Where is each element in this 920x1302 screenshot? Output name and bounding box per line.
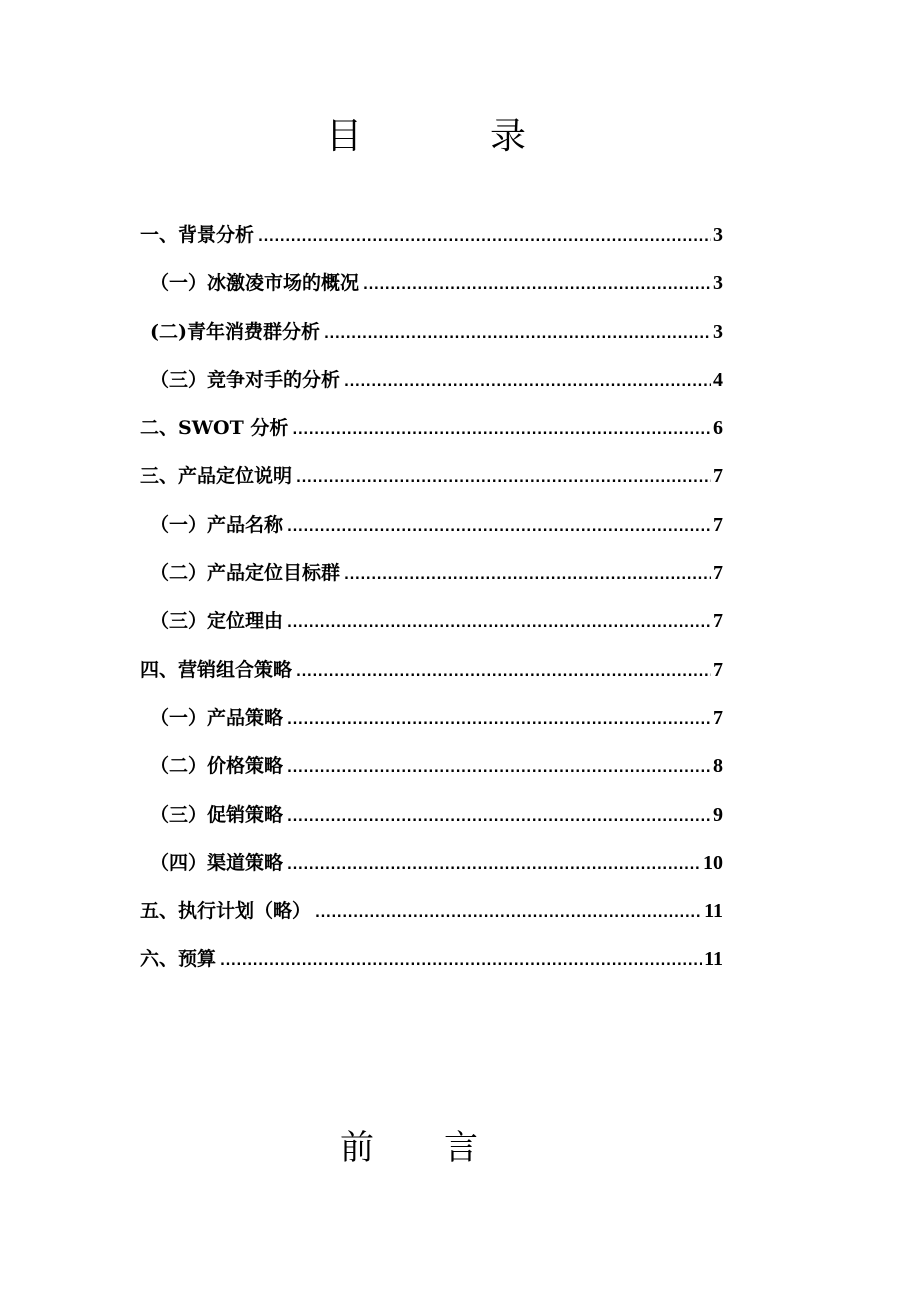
toc-page-number: 6 [713, 417, 723, 440]
toc-entry-text: 三、产品定位说明 [140, 465, 293, 488]
toc-page-number: 10 [703, 851, 723, 874]
toc-leader-dots [220, 938, 702, 986]
toc-leader-dots [296, 455, 711, 503]
toc-page-number: 7 [713, 610, 723, 633]
toc-leader-dots [287, 745, 711, 793]
toc-entry-text: 一、背景分析 [140, 224, 255, 246]
toc-entry-8[interactable] [140, 549, 723, 597]
preface-heading-char-2: 言 [444, 1128, 478, 1168]
table-of-contents [140, 211, 723, 984]
toc-entry-1[interactable] [140, 211, 723, 259]
toc-page-number: 11 [704, 900, 723, 923]
toc-entry-text: 四、营销组合策略 [140, 658, 293, 681]
toc-page-number: 9 [713, 803, 723, 826]
preface-heading-char-1: 前 [340, 1128, 374, 1168]
toc-entry-9[interactable] [140, 597, 723, 645]
toc-page-number: 7 [713, 706, 723, 729]
toc-title-char-1: 目 [326, 116, 363, 157]
toc-entry-7[interactable] [140, 501, 723, 549]
toc-leader-dots [296, 649, 711, 697]
toc-page-number: 4 [713, 368, 723, 391]
toc-entry-10[interactable] [140, 646, 723, 694]
toc-page-number: 3 [713, 272, 723, 295]
toc-leader-dots [315, 890, 702, 938]
toc-page-number: 7 [713, 465, 723, 488]
toc-leader-dots [324, 311, 711, 359]
toc-entry-text: 六、预算 [140, 948, 217, 971]
toc-leader-dots [287, 697, 711, 745]
toc-leader-dots [292, 407, 711, 455]
toc-entry-2[interactable] [140, 259, 723, 307]
toc-entry-text: （一）冰激凌市场的概况 [150, 272, 360, 295]
toc-entry-3[interactable] [140, 308, 723, 356]
toc-page-number: 7 [713, 658, 723, 681]
toc-page-number: 11 [704, 948, 723, 971]
toc-entry-text: （二）价格策略 [150, 755, 284, 778]
toc-entry-16[interactable] [140, 935, 723, 983]
toc-entry-text: （三）促销策略 [150, 803, 284, 826]
toc-page-number: 7 [713, 513, 723, 536]
toc-leader-dots [363, 262, 711, 310]
toc-entry-text: （四）渠道策略 [150, 851, 284, 874]
toc-title-char-2: 录 [490, 116, 527, 157]
toc-entry-6[interactable] [140, 452, 723, 500]
toc-entry-11[interactable] [140, 694, 723, 742]
toc-entry-12[interactable] [140, 742, 723, 790]
toc-title [0, 112, 920, 162]
toc-page-number: 8 [713, 755, 723, 778]
toc-entry-13[interactable] [140, 791, 723, 839]
toc-entry-14[interactable] [140, 839, 723, 887]
toc-entry-text: （三）定位理由 [150, 610, 284, 633]
toc-entry-15[interactable] [140, 887, 723, 935]
toc-entry-text: （一）产品名称 [150, 513, 284, 536]
toc-leader-dots [344, 359, 711, 407]
toc-entry-text: （二）产品定位目标群 [150, 562, 341, 585]
toc-leader-dots [287, 794, 711, 842]
toc-page-number: 3 [713, 224, 723, 246]
toc-entry-text: （三）竞争对手的分析 [150, 368, 341, 391]
toc-leader-dots [287, 504, 711, 552]
toc-entry-4[interactable] [140, 356, 723, 404]
toc-entry-text: （一）产品策略 [150, 706, 284, 729]
toc-entry-5[interactable] [140, 404, 723, 452]
toc-leader-dots [287, 600, 711, 648]
toc-page-number: 3 [713, 320, 723, 343]
toc-entry-text: (二)青年消费群分析 [150, 320, 320, 343]
toc-leader-dots [258, 214, 711, 262]
toc-leader-dots [287, 842, 701, 890]
toc-entry-text: 二、SWOT 分析 [140, 417, 289, 440]
toc-page-number: 7 [713, 562, 723, 585]
preface-heading [0, 1124, 920, 1172]
toc-entry-text: 五、执行计划（略） [140, 900, 312, 923]
toc-leader-dots [344, 552, 711, 600]
